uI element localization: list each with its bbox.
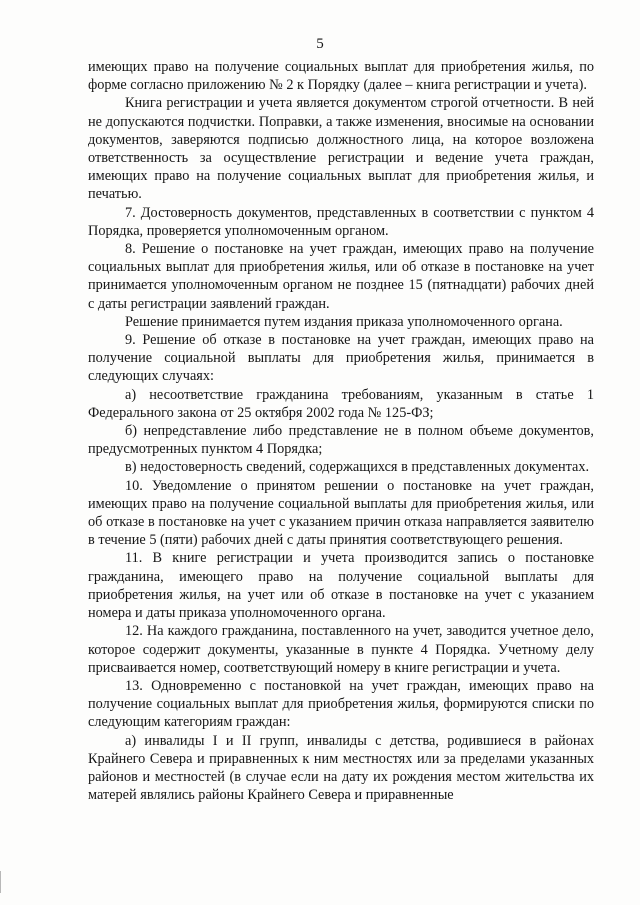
paragraph: 7. Достоверность документов, представленных в соответствии с пунктом 4 Порядка, проверяется уполномоченным органом.: [88, 204, 594, 239]
paragraph: 13. Одновременно с постановкой на учет граждан, имеющих право на получение социальных выплат для приобретения жилья, формируются списки по следующим категориям граждан:: [88, 677, 594, 731]
paragraph: а) инвалиды I и II групп, инвалиды с детства, родившиеся в районах Крайнего Севера и приравненных к ним местностях или за пределами указанных районов и местностей (в случае если на дату их рождения местом жительства их матерей являлись районы Крайнего Севера и приравненные: [88, 732, 594, 804]
paragraph: 10. Уведомление о принятом решении о постановке на учет граждан, имеющих право на получение социальной выплаты для приобретения жилья, или об отказе в постановке на учет с указанием причин отказа направляется заявителю в течение 5 (пяти) рабочих дней с даты принятия соответствующего решения.: [88, 477, 594, 549]
paragraph: б) непредставление либо представление не в полном объеме документов, предусмотренных пунктом 4 Порядка;: [88, 423, 594, 458]
paragraph: в) недостоверность сведений, содержащихся в представленных документах.: [125, 459, 590, 476]
paragraph: 11. В книге регистрации и учета производится запись о постановке гражданина, имеющего право на получение социальной выплаты для приобретения жилья, на учет или об отказе в постановке на учет с указанием номера и даты приказа уполномоченного органа.: [88, 550, 594, 622]
paragraph: 8. Решение о постановке на учет граждан, имеющих право на получение социальных выплат для приобретения жилья, или об отказе в постановке на учет принимается уполномоченным органом не позднее 15 (пятнадцати) рабочих дней с даты регистрации заявлений граждан.: [88, 241, 594, 312]
page-number: 5: [316, 36, 324, 52]
paragraph: Решение принимается путем издания приказа уполномоченного органа.: [125, 313, 563, 330]
paragraph: 12. На каждого гражданина, поставленного на учет, заводится учетное дело, которое содержит документы, указанные в пункте 4 Порядка. Учетному делу присваивается номер, соответствующий номеру в книге регистрации и учета.: [88, 623, 594, 676]
document-body: [88, 58, 594, 804]
paragraph: 9. Решение об отказе в постановке на учет граждан, имеющих право на получение социальной выплаты для приобретения жилья, принимается в следующих случаях:: [88, 332, 594, 385]
scan-edge-mark: [0, 871, 5, 893]
paragraph: а) несоответствие гражданина требованиям, указанным в статье 1 Федерального закона от 25 октября 2002 года № 125-ФЗ;: [88, 386, 594, 421]
paragraph: имеющих право на получение социальных выплат для приобретения жилья, по форме согласно приложению № 2 к Порядку (далее – книга регистрации и учета).: [88, 59, 594, 94]
paragraph: Книга регистрации и учета является документом строгой отчетности. В ней не допускаются подчистки. Поправки, а также изменения, вносимые на основании документов, заверяются подписью должностного лица, на которое возложена ответственность за осуществление регистрации и ведение учета граждан, имеющих право на получение социальных выплат для приобретения жилья, и печатью.: [88, 95, 594, 203]
